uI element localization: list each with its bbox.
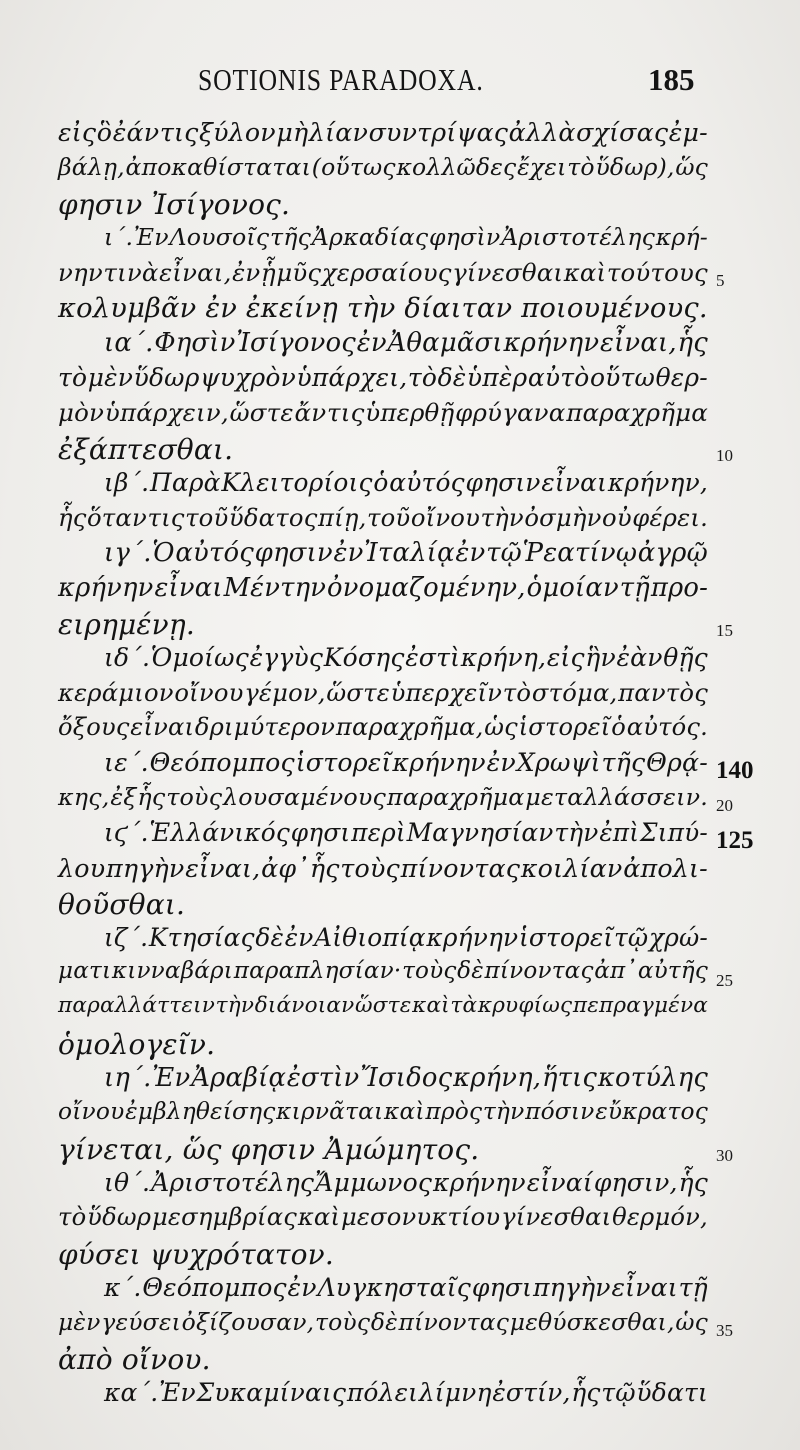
text-line: ιδ΄. Ὁμοίως ἐγγὺς Κόσης ἐστὶ κρήνη, εἰς ἣν ἐὰν θῇς: [104, 643, 708, 672]
text-line: ματι κινναβάρι παραπλησίαν· τοὺς δὲ πίνοντας ἀπ᾽ αὐτῆς: [58, 958, 708, 984]
text-line: θοῦσθαι.: [58, 888, 186, 921]
text-line: παραλλάττειν τὴν διάνοιαν ὥστε καὶ τὰ κρυφίως πεπραγμένα: [58, 993, 708, 1018]
text-line: ιγ΄. Ὁ αὐτός φησιν ἐν Ἰταλίᾳ ἐν τῷ Ῥεατίνῳ ἀγρῷ: [104, 538, 708, 568]
text-line: κα΄. Ἐν Συκαμίναις πόλει λίμνη ἐστίν, ἧς τῷ ὕδατι: [104, 1378, 708, 1407]
text-line: ιζ΄. Κτησίας δὲ ἐν Αἰθιοπίᾳ κρήνην ἱστορεῖ τῷ χρώ-: [104, 923, 708, 952]
text-line: γίνεται, ὥς φησιν Ἀμώμητος.: [58, 1133, 480, 1166]
text-line: ιη΄. Ἐν Ἀραβίᾳ ἐστὶν Ἴσιδος κρήνη, ἥτις κοτύλης: [104, 1063, 708, 1093]
line-number: 5: [716, 271, 725, 290]
text-line: ιβ΄. Παρὰ Κλειτορίοις ὁ αὐτός φησιν εἶναι κρήνην,: [104, 468, 708, 497]
text-line: ιθ΄. Ἀριστοτέλης Ἄμμωνος κρήνην εἶναί φησιν, ἧς: [104, 1168, 708, 1197]
text-line: κ΄. Θεόπομπος ἐν Λυγκησταῖς φησι πηγὴν εἶναι τῇ: [104, 1273, 708, 1302]
text-line: μὲν γεύσει ὀξίζουσαν, τοὺς δὲ πίνοντας μεθύσκεσθαι, ὡς: [58, 1308, 708, 1336]
text-line: κρήνην εἶναι Μέντην ὀνομαζομένην, ὁμοίαν τῇ προ-: [58, 573, 708, 603]
line-number: 25: [716, 971, 733, 990]
text-line: φησιν Ἰσίγονος.: [58, 188, 291, 221]
text-line: κολυμβᾶν ἐν ἐκείνῃ τὴν δίαιταν ποιουμένους.: [58, 293, 708, 324]
text-line: νην τινὰ εἶναι, ἐν ᾗ μῦς χερσαίους γίνεσθαι καὶ τούτους: [58, 258, 708, 287]
text-line: ειρημένῃ.: [58, 608, 195, 641]
reference-number: 140: [716, 757, 754, 784]
text-line: μὸν ὑπάρχειν, ὥστε ἄν τις ὑπερθῇ φρύγανα παραχρῆμα: [58, 398, 708, 427]
text-line: φύσει ψυχρότατον.: [58, 1238, 334, 1271]
text-line: ἐξάπτεσθαι.: [58, 433, 234, 466]
text-line: ἀπὸ οἴνου.: [58, 1343, 211, 1376]
text-line: κεράμιον οἴνου γέμον, ὥστε ὑπερχεῖν τὸ στόμα, παντὸς: [58, 678, 708, 707]
text-line: ιε΄. Θεόπομπος ἱστορεῖ κρήνην ἐν Χρωψὶ τῆς Θρᾴ-: [104, 748, 708, 777]
page-number: 185: [648, 62, 695, 97]
text-line: βάλῃ, ἀποκαθίσταται (οὕτως κολλῶδες ἔχει τὸ ὕδωρ), ὥς: [58, 153, 708, 181]
text-line: ιϛ΄. Ἑλλάνικός φησι περὶ Μαγνησίαν τὴν ἐπὶ Σιπύ-: [104, 818, 708, 847]
text-line: ια΄. Φησὶν Ἰσίγονος ἐν Ἀθαμᾶσι κρήνην εἶναι, ἧς: [104, 328, 708, 358]
text-line: ὁμολογεῖν.: [58, 1028, 216, 1061]
text-line: ὄξους εἶναι δριμύτερον παραχρῆμα, ὡς ἱστορεῖ ὁ αὐτός.: [58, 713, 708, 741]
line-number: 20: [716, 796, 733, 815]
text-line: τὸ ὕδωρ μεσημβρίας καὶ μεσονυκτίου γίνεσθαι θερμόν,: [58, 1203, 708, 1231]
running-title: SOTIONIS PARADOXA.: [198, 62, 484, 97]
text-line: ἧς ὅταν τις τοῦ ὕδατος πίῃ, τοῦ οἴνου τὴν ὀσμὴν οὐ φέρει.: [58, 503, 708, 532]
reference-number: 125: [716, 827, 754, 854]
line-number: 30: [716, 1146, 733, 1165]
text-line: λου πηγὴν εἶναι, ἀφ᾽ ἧς τοὺς πίνοντας κοιλίαν ἀπολι-: [58, 853, 708, 883]
line-number: 15: [716, 621, 733, 640]
line-number: 35: [716, 1321, 733, 1340]
text-line: εἰς ὃ ἐάν τις ξύλον μὴ λίαν συντρίψας ἀλλὰ σχίσας ἐμ-: [58, 118, 708, 147]
text-line: οἴνου ἐμβληθείσης κιρνᾶται καὶ πρὸς τὴν πόσιν εὔκρατος: [58, 1098, 708, 1125]
text-line: ι΄. Ἐν Λουσοῖς τῆς Ἀρκαδίας φησὶν Ἀριστοτέλης κρή-: [104, 223, 708, 251]
text-line: τὸ μὲν ὕδωρ ψυχρὸν ὑπάρχει, τὸ δὲ ὑπὲρ αὐτὸ οὕτω θερ-: [58, 363, 708, 392]
line-number: 10: [716, 446, 733, 465]
text-line: κης, ἐξ ἧς τοὺς λουσαμένους παραχρῆμα μεταλλάσσειν.: [58, 783, 708, 811]
